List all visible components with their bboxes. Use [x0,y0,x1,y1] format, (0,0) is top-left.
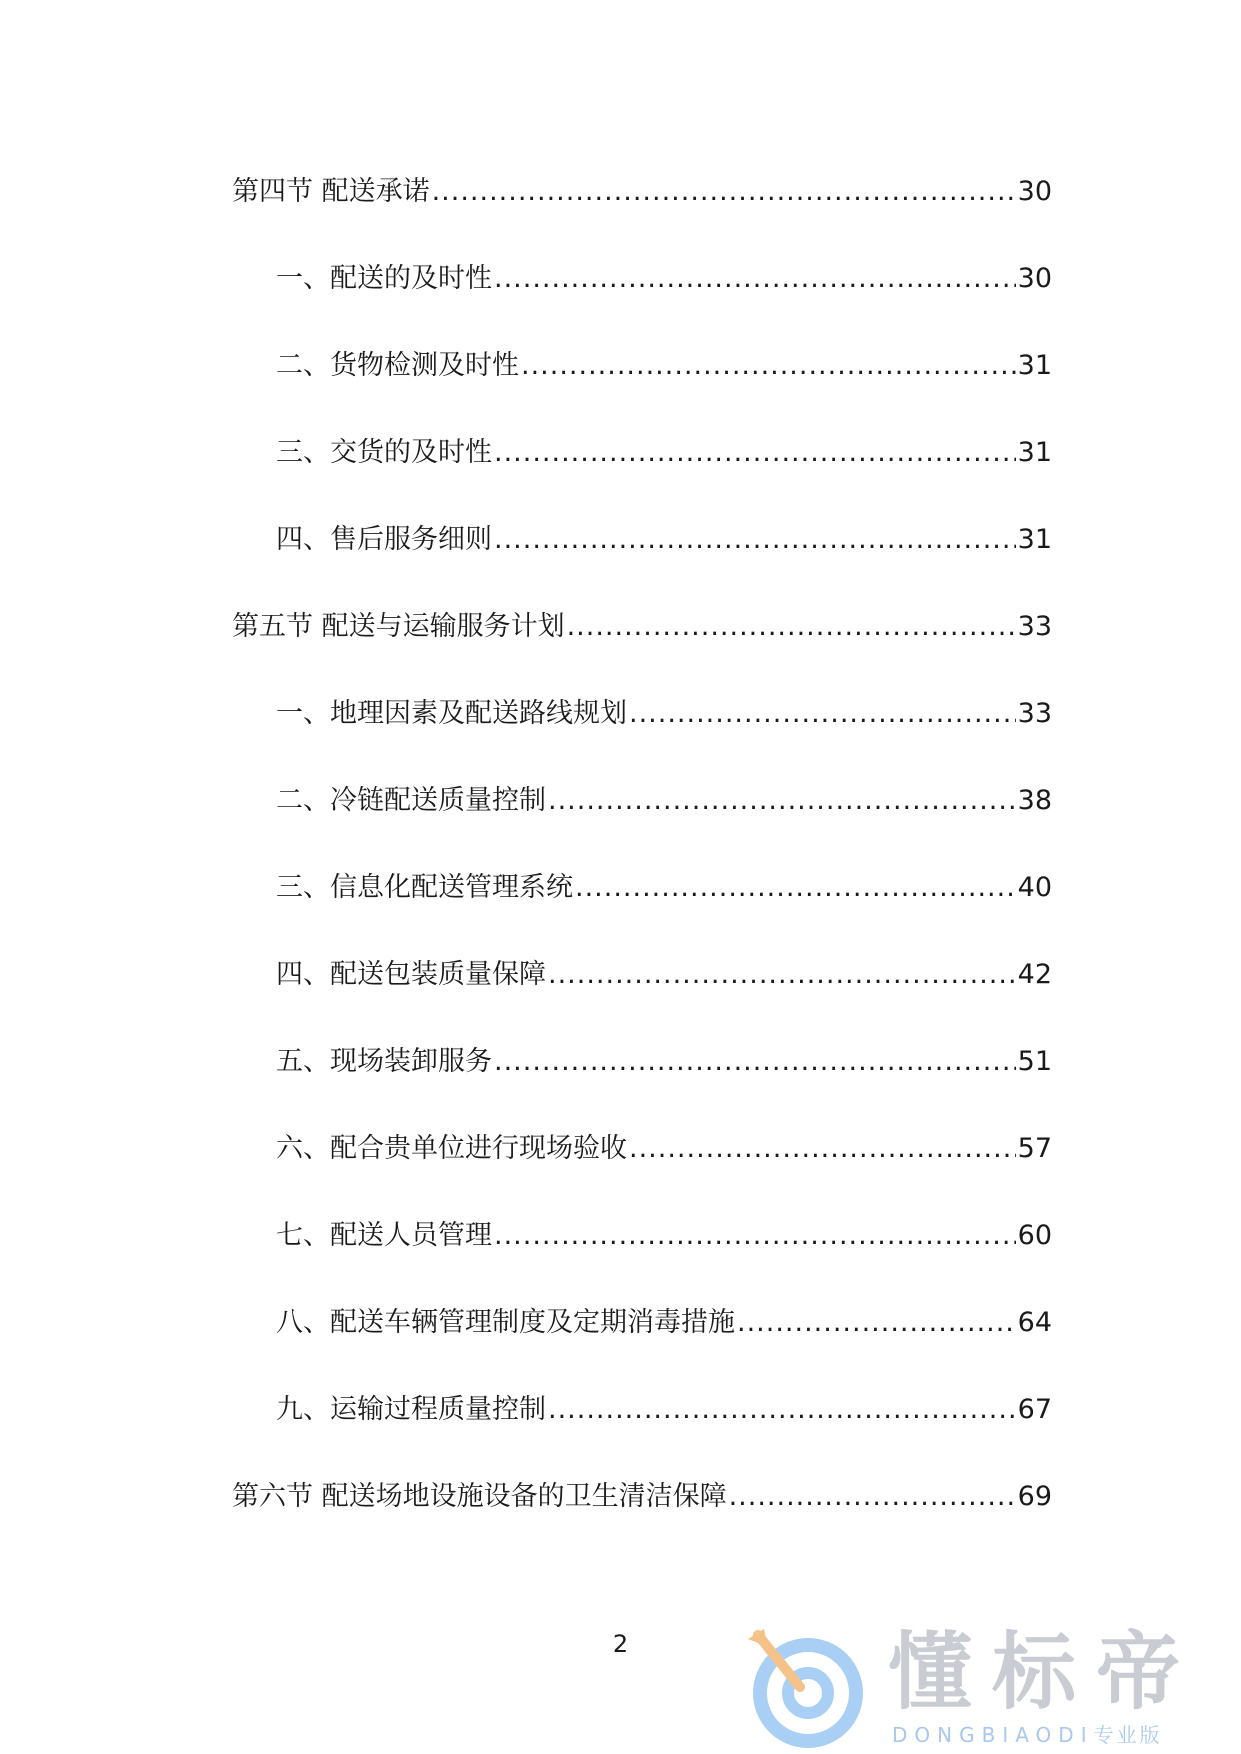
toc-dot-leader [567,607,1016,647]
watermark-subtitle [892,1723,1163,1747]
toc-entry-page: 40 [1017,872,1052,903]
toc-entry-page: 30 [1017,263,1052,294]
toc-dot-leader [494,433,1016,473]
toc-dot-leader [548,955,1016,995]
toc-dot-leader [521,346,1016,386]
toc-entry-page: 38 [1017,785,1052,816]
toc-dot-leader [729,1477,1016,1517]
toc-entry-page: 31 [1017,524,1052,555]
toc-entry-title: 四、售后服务细则 [276,524,492,555]
toc-dot-leader [737,1303,1016,1343]
toc-entry-page: 67 [1017,1394,1052,1425]
toc-entry[interactable] [232,1303,1052,1390]
toc-entry-title: 一、配送的及时性 [276,263,492,294]
toc-entry[interactable] [232,955,1052,1042]
toc-entry-page: 30 [1017,176,1052,207]
toc-entry-page: 42 [1017,959,1052,990]
toc-entry-title: 第四节 配送承诺 [232,176,430,207]
toc-entry-title: 二、货物检测及时性 [276,350,519,381]
toc-entry-title: 第六节 配送场地设施设备的卫生清洁保障 [232,1481,727,1512]
dongbiaodi-logo-icon [740,1625,870,1750]
toc-entry-title: 一、地理因素及配送路线规划 [276,698,627,729]
toc-dot-leader [494,259,1016,299]
toc-entry-title: 九、运输过程质量控制 [276,1394,546,1425]
watermark-brand: 懂标帝 [888,1623,1201,1721]
toc-dot-leader [629,1129,1016,1169]
toc-entry[interactable] [232,1129,1052,1216]
toc-entry-page: 57 [1017,1133,1052,1164]
page-number: 2 [612,1630,629,1658]
toc-entry-title: 三、信息化配送管理系统 [276,872,573,903]
toc-entry[interactable] [232,520,1052,607]
toc-entry[interactable] [232,694,1052,781]
toc-entry-title: 二、冷链配送质量控制 [276,785,546,816]
toc-entry[interactable] [232,433,1052,520]
toc-entry-title: 四、配送包装质量保障 [276,959,546,990]
toc-entry[interactable] [232,1477,1052,1564]
toc-entry[interactable] [232,346,1052,433]
toc-dot-leader [629,694,1016,734]
toc-entry-title: 七、配送人员管理 [276,1220,492,1251]
toc-entry[interactable] [232,1390,1052,1477]
toc-entry-page: 31 [1017,350,1052,381]
toc-dot-leader [548,1390,1016,1430]
toc-dot-leader [575,868,1016,908]
toc-entry-page: 69 [1017,1481,1052,1512]
toc-entry[interactable] [232,607,1052,694]
toc-entry-title: 六、配合贵单位进行现场验收 [276,1133,627,1164]
toc-entry-title: 八、配送车辆管理制度及定期消毒措施 [276,1307,735,1338]
toc-dot-leader [548,781,1016,821]
toc-entry[interactable] [232,781,1052,868]
toc-entry-page: 64 [1017,1307,1052,1338]
toc-dot-leader [494,1216,1016,1256]
toc-entry[interactable] [232,1042,1052,1129]
toc-entry[interactable] [232,868,1052,955]
toc-entry[interactable] [232,259,1052,346]
toc-dot-leader [494,1042,1016,1082]
toc-entry[interactable] [232,172,1052,259]
watermark-edition: 专业版 [1093,1723,1163,1747]
watermark [740,1625,1220,1750]
toc-entry-page: 33 [1017,611,1052,642]
watermark-subtitle-latin: DONGBIAODI [892,1723,1094,1747]
toc-entry-title: 第五节 配送与运输服务计划 [232,611,565,642]
toc-entry-title: 五、现场装卸服务 [276,1046,492,1077]
toc-entry-page: 31 [1017,437,1052,468]
toc-dot-leader [432,172,1016,212]
toc-dot-leader [494,520,1016,560]
toc-entry-title: 三、交货的及时性 [276,437,492,468]
toc-entry-page: 33 [1017,698,1052,729]
table-of-contents [232,172,1052,1564]
toc-entry-page: 60 [1017,1220,1052,1251]
toc-entry[interactable] [232,1216,1052,1303]
toc-entry-page: 51 [1017,1046,1052,1077]
